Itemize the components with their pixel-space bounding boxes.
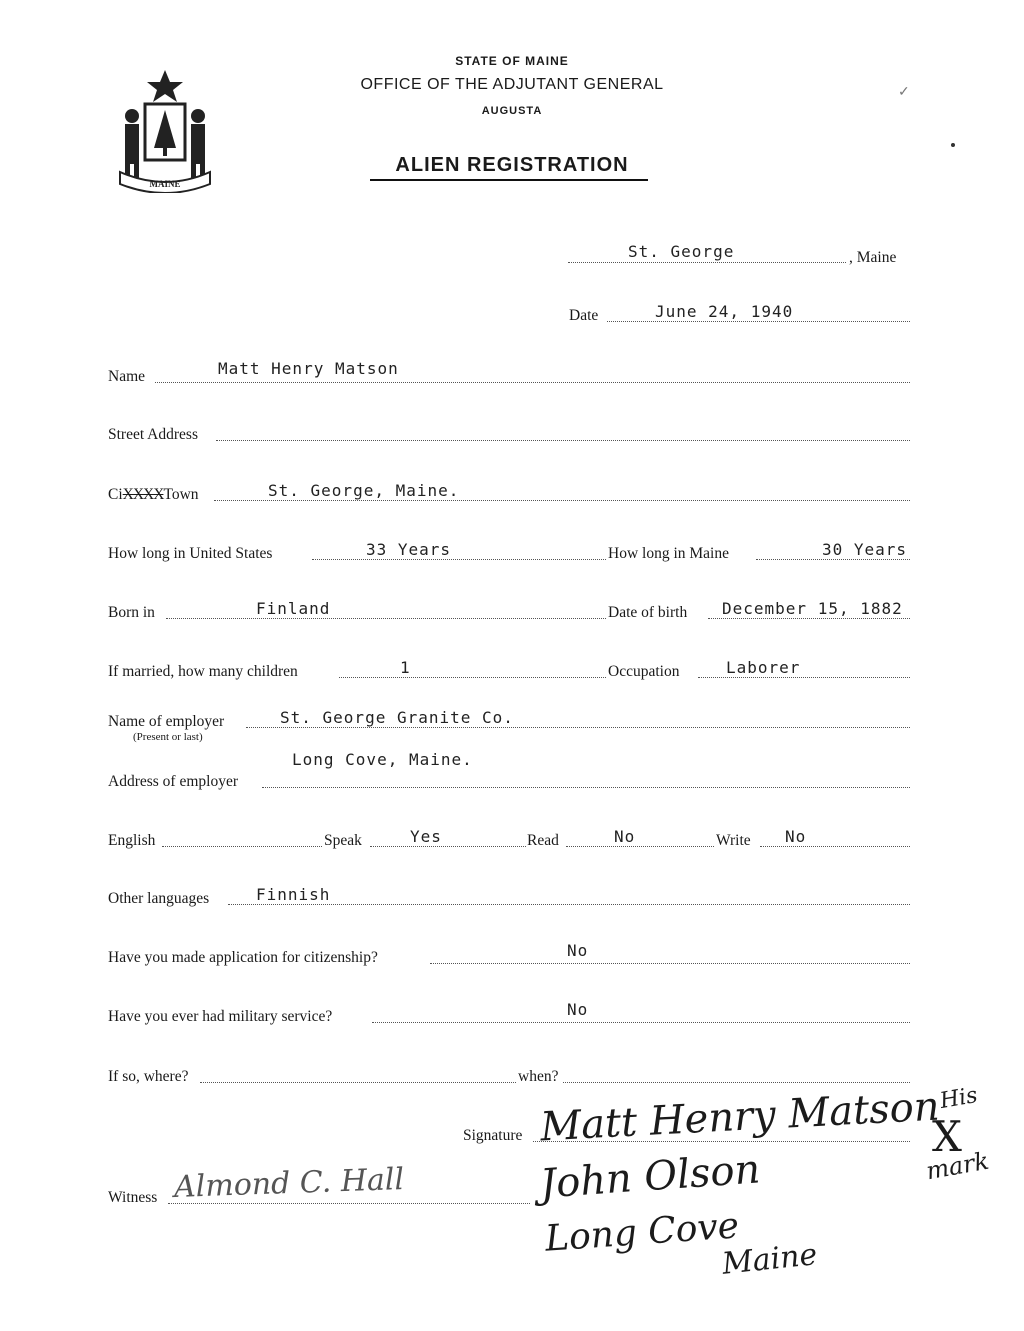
witness-second: John Olson: [538, 1146, 762, 1208]
ink-speck: [951, 143, 955, 147]
us-duration-label: How long in United States: [108, 545, 273, 562]
other-languages-line: [228, 904, 910, 905]
place-line: [568, 262, 846, 263]
state-heading: STATE OF MAINE: [455, 54, 569, 68]
check-mark-icon: ✓: [898, 85, 910, 100]
signature-mark-word: mark: [924, 1146, 992, 1186]
city-line: [214, 500, 910, 501]
witness-address-line2: Maine: [720, 1237, 819, 1282]
maine-duration-line: [756, 559, 910, 560]
street-line: [216, 440, 910, 441]
birth-date-line: [708, 618, 910, 619]
city-value: St. George, Maine.: [268, 481, 460, 500]
speak-label: Speak: [324, 832, 362, 849]
occupation-value: Laborer: [726, 658, 801, 677]
city-label: CiXXXXTown: [108, 486, 199, 503]
birth-date-value: December 15, 1882: [722, 599, 903, 618]
place-suffix: , Maine: [849, 249, 897, 266]
date-line: [607, 321, 910, 322]
maine-duration-value: 30 Years: [822, 540, 908, 559]
signature-his: His: [938, 1082, 980, 1115]
other-languages-value: Finnish: [256, 885, 331, 904]
write-value: No: [785, 827, 807, 846]
children-label: If married, how many children: [108, 663, 298, 680]
witness-value: Almond C. Hall: [173, 1161, 405, 1206]
occupation-label: Occupation: [608, 663, 680, 680]
write-label: Write: [716, 832, 751, 849]
write-line: [760, 846, 910, 847]
other-languages-label: Other languages: [108, 890, 210, 907]
english-label: English: [108, 832, 156, 849]
witness-address-line1: Long Cove: [543, 1205, 741, 1260]
signature-value: Matt Henry Matson: [539, 1083, 941, 1151]
name-value: Matt Henry Matson: [218, 359, 399, 378]
witness-label: Witness: [108, 1189, 158, 1206]
maine-duration-label: How long in Maine: [608, 545, 729, 562]
us-duration-value: 33 Years: [366, 540, 452, 559]
read-label: Read: [527, 832, 559, 849]
occupation-line: [698, 677, 910, 678]
where-line: [200, 1082, 516, 1083]
title-underline: [370, 179, 648, 181]
name-label: Name: [108, 368, 146, 385]
employer-address-line: [262, 787, 910, 788]
name-line: [155, 382, 910, 383]
when-label: when?: [518, 1068, 559, 1085]
employer-address-value: Long Cove, Maine.: [292, 750, 473, 769]
citizenship-line: [430, 963, 910, 964]
employer-sublabel: (Present or last): [133, 731, 203, 743]
date-value: June 24, 1940: [655, 302, 794, 321]
military-value: No: [567, 1000, 589, 1019]
place-value: St. George: [628, 242, 735, 261]
birth-date-label: Date of birth: [608, 604, 688, 621]
employer-value: St. George Granite Co.: [280, 708, 514, 727]
office-heading: OFFICE OF THE ADJUTANT GENERAL: [360, 76, 664, 93]
street-label: Street Address: [108, 426, 198, 443]
when-line: [563, 1082, 910, 1083]
born-in-label: Born in: [108, 604, 155, 621]
military-line: [372, 1022, 910, 1023]
us-duration-line: [312, 559, 606, 560]
citizenship-label: Have you made application for citizenship?: [108, 949, 378, 966]
employer-line: [246, 727, 910, 728]
read-line: [566, 846, 714, 847]
employer-label: Name of employer: [108, 713, 225, 730]
citizenship-value: No: [567, 941, 589, 960]
seal-banner: MAINE: [149, 179, 181, 189]
read-value: No: [614, 827, 636, 846]
where-label: If so, where?: [108, 1068, 189, 1085]
english-line: [162, 846, 322, 847]
signature-x-mark: X: [932, 1112, 962, 1161]
date-label: Date: [569, 307, 599, 324]
children-line: [339, 677, 606, 678]
employer-address-label: Address of employer: [108, 773, 238, 790]
military-label: Have you ever had military service?: [108, 1008, 333, 1025]
signature-label: Signature: [463, 1127, 523, 1144]
speak-value: Yes: [410, 827, 442, 846]
maine-state-seal-icon: [110, 68, 220, 193]
city-heading: AUGUSTA: [481, 105, 543, 117]
speak-line: [370, 846, 526, 847]
born-in-line: [166, 618, 606, 619]
children-value: 1: [400, 658, 411, 677]
form-title: ALIEN REGISTRATION: [395, 154, 629, 176]
born-in-value: Finland: [256, 599, 331, 618]
